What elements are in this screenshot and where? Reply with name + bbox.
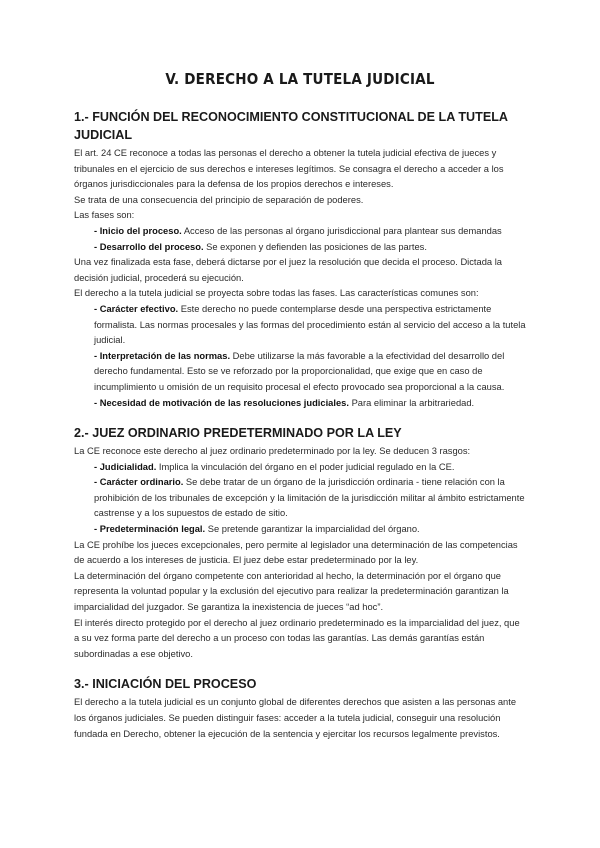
section-1-heading: 1.- FUNCIÓN DEL RECONOCIMIENTO CONSTITUCIONAL DE LA TUTELA JUDICIAL: [74, 110, 508, 142]
s2-paragraph-3: La determinación del órgano competente con anterioridad al hecho, la determinación por el órgano que representa la voluntad popular y la exclusión del ejecutivo para realizar la predeterminación garantizan la imparcialidad del juzgador. Se garantiza la inexistencia de jueces “ad hoc”.: [74, 570, 509, 613]
s1-feature-3-text: Para eliminar la arbitrariedad.: [348, 397, 475, 408]
s1-phase-2-text: Se exponen y defienden las posiciones de las partes.: [203, 241, 427, 252]
s1-paragraph-2: Se trata de una consecuencia del principio de separación de poderes.: [74, 194, 364, 205]
s1-feature-item-2: [74, 349, 526, 396]
s2-trait-item-1: [74, 460, 526, 476]
s1-phase-item-1: [74, 224, 526, 240]
s2-trait-item-2: [74, 475, 526, 522]
s2-trait-item-3: [74, 522, 526, 538]
s1-paragraph-1: El art. 24 CE reconoce a todas las personas el derecho a obtener la tutela judicial efectiva de jueces y tribunales en el ejercicio de sus derechos e intereses legítimos. Se consagra el derecho a acceder a los órganos jurisdiccionales para la defensa de los propios derechos e intereses.: [74, 148, 504, 190]
s2-trait-1-text: Implica la vinculación del órgano en el poder judicial regulado en la CE.: [156, 461, 455, 472]
s1-paragraph-5: El derecho a la tutela judicial se proyecta sobre todas las fases. Las características comunes son:: [74, 288, 479, 299]
s2-trait-3-term: - Predeterminación legal.: [94, 524, 206, 535]
s3-paragraph-1: El derecho a la tutela judicial es un conjunto global de diferentes derechos que asisten a las personas ante los órganos judiciales. Se pueden distinguir fases: acceder a la tutela judicial, conseguir una resolución fundada en Derecho, obtener la ejecución de la sentencia y ejercitar los recursos legalmente previstos.: [74, 697, 517, 739]
s1-feature-1-term: - Carácter efectivo.: [94, 303, 179, 314]
s1-phase-1-text: Acceso de las personas al órgano jurisdiccional para plantear sus demandas: [181, 225, 502, 236]
s1-phase-item-2: [74, 240, 526, 256]
s1-phase-2-term: - Desarrollo del proceso.: [94, 241, 204, 252]
section-2-heading: 2.- JUEZ ORDINARIO PREDETERMINADO POR LA LEY: [74, 426, 402, 441]
s1-paragraph-3: Las fases son:: [74, 210, 135, 221]
s2-paragraph-2: La CE prohíbe los jueces excepcionales, pero permite al legislador una determinación de las competencias de acuerdo a los intereses de justicia. El juez debe estar predeterminado por la ley.: [74, 539, 518, 566]
s1-paragraph-4: Una vez finalizada esta fase, deberá dictarse por el juez la resolución que decida el proceso. Dictada la decisión judicial, procederá su ejecución.: [74, 257, 502, 283]
s2-paragraph-4: El interés directo protegido por el derecho al juez ordinario predeterminado es la imparcialidad del juez, que a su vez forma parte del derecho a un proceso con todas las garantías. Las demás garantías están subordinadas a ese objetivo.: [74, 617, 520, 659]
section-3-heading: 3.- INICIACIÓN DEL PROCESO: [74, 677, 257, 692]
s1-feature-item-1: [74, 302, 526, 349]
s2-trait-3-text: Se pretende garantizar la imparcialidad del órgano.: [205, 524, 420, 535]
s1-feature-2-text: Debe utilizarse la más favorable a la efectividad del desarrollo del derecho fundamental. Esto se ve reforzado por la proporcionalidad, que exige que en caso de incumplimiento u omisión de un requisito procesal el efecto provocado sea proporcional a la causa.: [94, 350, 505, 392]
s2-trait-1-term: - Judicialidad.: [94, 461, 157, 472]
s1-feature-1-text: Este derecho no puede contemplarse desde una perspectiva estrictamente formalista. Las normas procesales y las formas del procedimiento están al servicio del acceso a la tutela judicial.: [94, 303, 526, 346]
s2-trait-2-text: Se debe tratar de un órgano de la jurisdicción ordinaria - tiene relación con la prohibición de los tribunales de excepción y la limitación de la jurisdicción militar al ámbito estrictamente castrense y a los supuestos de estado de sitio.: [94, 477, 525, 519]
s1-feature-3-term: - Necesidad de motivación de las resoluciones judiciales.: [94, 397, 349, 408]
s1-phase-1-term: - Inicio del proceso.: [94, 225, 182, 236]
s2-paragraph-1: La CE reconoce este derecho al juez ordinario predeterminado por la ley. Se deducen 3 rasgos:: [74, 446, 471, 457]
s2-trait-2-term: - Carácter ordinario.: [94, 477, 184, 488]
s1-feature-2-term: - Interpretación de las normas.: [94, 350, 231, 361]
document-title: V. DERECHO A LA TUTELA JUDICIAL: [165, 70, 435, 88]
s1-feature-item-3: [74, 396, 526, 412]
